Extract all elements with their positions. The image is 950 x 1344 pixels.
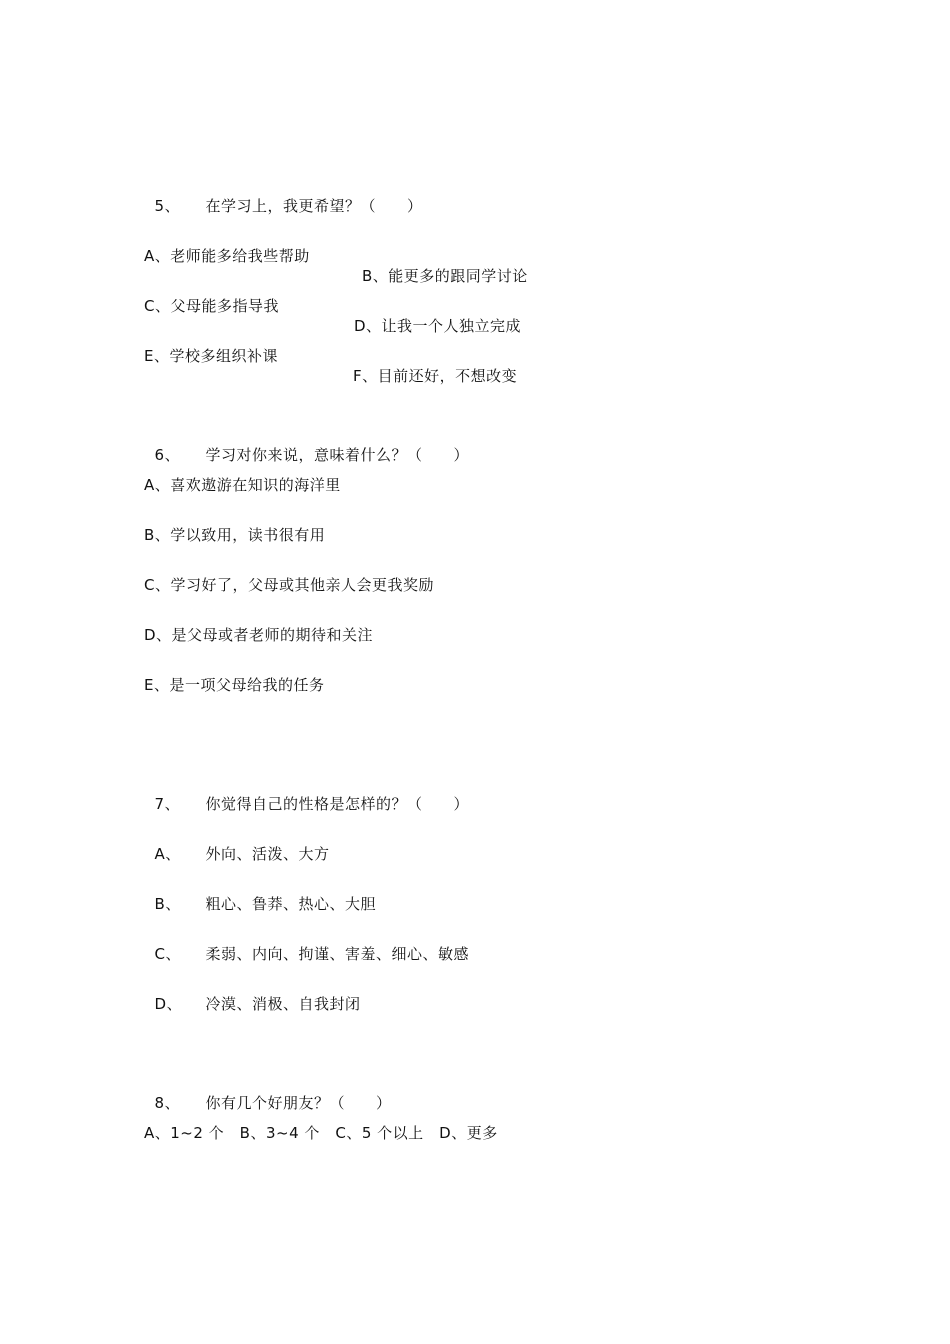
option-d: D、让我一个人独立完成 bbox=[354, 317, 522, 335]
option-a: A、喜欢遨游在知识的海洋里 bbox=[144, 476, 341, 494]
option-e: E、是一项父母给我的任务 bbox=[144, 676, 325, 694]
options-row bbox=[144, 226, 744, 285]
option-text: 柔弱、内向、拘谨、害羞、细心、敏感 bbox=[205, 945, 470, 963]
option-text: 冷漠、消极、自我封闭 bbox=[205, 995, 361, 1013]
option-a: A、老师能多给我些帮助 bbox=[144, 247, 310, 265]
option-d: D、是父母或者老师的期待和关注 bbox=[144, 626, 374, 644]
option-c: C、学习好了，父母或其他亲人会更我奖励 bbox=[144, 576, 434, 594]
question-number: 6、 bbox=[154, 446, 181, 464]
option-letter: C、 bbox=[154, 945, 182, 963]
question-8 bbox=[144, 1073, 392, 1113]
question-5 bbox=[144, 176, 423, 216]
question-number: 5、 bbox=[154, 197, 181, 215]
question-text: 你觉得自己的性格是怎样的？（ ） bbox=[205, 795, 470, 813]
question-text: 你有几个好朋友？（ ） bbox=[205, 1094, 392, 1112]
option-b: B、学以致用，读书很有用 bbox=[144, 526, 326, 544]
option-a bbox=[144, 824, 330, 864]
question-6 bbox=[144, 425, 469, 465]
question-number: 7、 bbox=[154, 795, 181, 813]
option-e: E、学校多组织补课 bbox=[144, 347, 278, 365]
option-c bbox=[144, 924, 469, 964]
options-row bbox=[144, 276, 744, 335]
option-b bbox=[144, 874, 376, 914]
options-row bbox=[144, 326, 744, 385]
option-f: F、目前还好，不想改变 bbox=[353, 367, 518, 385]
question-number: 8、 bbox=[154, 1094, 181, 1112]
option-text: 粗心、鲁莽、热心、大胆 bbox=[205, 895, 377, 913]
option-b: B、能更多的跟同学讨论 bbox=[362, 267, 528, 285]
option-text: 外向、活泼、大方 bbox=[205, 845, 330, 863]
options-inline: A、1~2 个 B、3~4 个 C、5 个以上 D、更多 bbox=[144, 1124, 498, 1142]
question-text: 在学习上，我更希望？（ ） bbox=[205, 197, 423, 215]
option-c: C、父母能多指导我 bbox=[144, 297, 279, 315]
question-7 bbox=[144, 774, 469, 814]
option-d bbox=[144, 974, 361, 1014]
option-letter: D、 bbox=[154, 995, 183, 1013]
question-text: 学习对你来说，意味着什么？（ ） bbox=[205, 446, 470, 464]
option-letter: A、 bbox=[154, 845, 181, 863]
option-letter: B、 bbox=[154, 895, 181, 913]
